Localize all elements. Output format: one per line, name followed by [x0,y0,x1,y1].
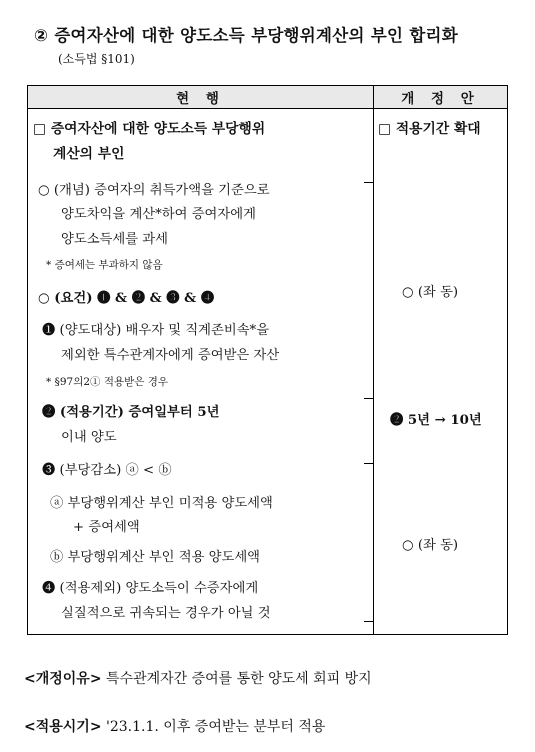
requirement-3: ❸ (부당감소) ⓐ < ⓑ [42,463,172,478]
reason-text: 특수관계자간 증여를 통한 양도세 회피 방지 [106,671,372,687]
revision-cell [374,109,508,635]
revision-period: ❷ 5년 → 10년 [390,413,482,428]
requirement-4-cont: 실질적으로 귀속되는 경우가 아닐 것 [61,606,271,621]
revision-same-1: ○ (좌 동) [402,285,459,300]
effective-label: <적용시기> [24,719,102,735]
requirement-3a: ⓐ 부당행위계산 부인 미적용 양도세액 [50,496,273,511]
requirements-item: ○ (요건) ❶ & ❷ & ❸ & ❹ [38,291,215,306]
section-title: ② 증여자산에 대한 양도소득 부당행위계산의 부인 합리화 [34,26,459,45]
bracket-group-2 [364,463,374,622]
requirement-2-cont: 이내 양도 [61,430,117,445]
current-law-cell [28,109,374,635]
revision-heading: □ 적용기간 확대 [378,121,481,137]
column-header-revision: 개 정 안 [374,86,508,109]
requirement-1-cont: 제외한 특수관계자에게 증여받은 자산 [61,348,280,363]
bracket-group-1 [364,182,374,399]
comparison-table [27,85,508,635]
concept-item-cont: 양도차익을 계산*하여 증여자에게 [61,207,256,222]
requirement-2: ❷ (적용기간) 증여일부터 5년 [42,405,220,420]
effective-line [24,716,325,736]
reason-line [24,668,372,688]
requirement-3a-cont: + 증여세액 [73,520,140,535]
requirement-3b: ⓑ 부당행위계산 부인 적용 양도세액 [50,550,261,565]
requirement-1-note: * §97의2① 적용받은 경우 [46,376,169,388]
law-reference: (소득법 §101) [58,52,135,66]
requirement-1: ❶ (양도대상) 배우자 및 직계존비속*을 [42,323,270,338]
concept-item: ○ (개념) 증여자의 취득가액을 기준으로 [38,183,270,198]
effective-text: '23.1.1. 이후 증여받는 분부터 적용 [106,719,326,735]
current-heading-cont: 계산의 부인 [53,146,125,162]
revision-same-2: ○ (좌 동) [402,538,459,553]
current-heading: □ 증여자산에 대한 양도소득 부당행위 [33,121,266,137]
concept-item-cont: 양도소득세를 과세 [61,232,168,247]
requirement-4: ❹ (적용제외) 양도소득이 수증자에게 [42,581,259,596]
concept-note: * 증여세는 부과하지 않음 [46,259,163,271]
column-header-current: 현 행 [28,86,374,109]
reason-label: <개정이유> [24,671,102,687]
